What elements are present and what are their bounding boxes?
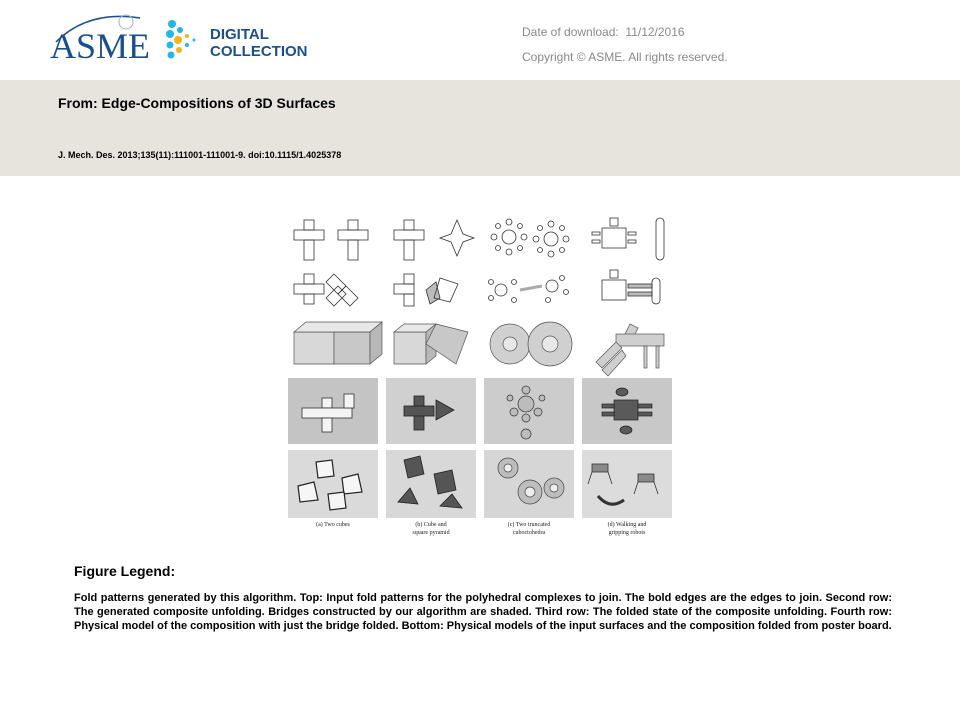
photo-final-b [386,450,476,518]
fold-pattern-cube-b [394,220,424,260]
figure-legend-title: Figure Legend: [74,563,176,579]
copyright-text: Copyright © ASME. All rights reserved. [522,50,728,64]
composite-unfolding-a [294,274,358,306]
download-meta [522,20,728,70]
download-date-label: Date of download: [522,25,619,39]
row-composite-unfolding [294,270,660,306]
figure-image [286,212,676,544]
figure-captions [316,521,646,536]
source-title: From: Edge-Compositions of 3D Surfaces [58,95,336,111]
fold-pattern-robot-d [592,218,664,260]
caption-c-line2: cuboctohedra [512,530,546,536]
caption-d: (d) Walking and [607,522,647,528]
download-date-line [522,20,728,45]
folded-state-d [596,324,664,376]
logo-line1-text: DIGITAL [210,26,269,43]
folded-state-c [490,322,572,366]
caption-c: (c) Two truncated [507,522,551,528]
logo-brand-text: ASME [50,26,151,66]
folded-state-a [294,322,382,364]
caption-b: (b) Cube and [415,522,447,528]
caption-d-line2: gripping robots [608,530,646,536]
row-physical-bridge-models [288,378,672,444]
photo-final-d [582,450,672,518]
logo-dots-icon [166,20,196,59]
composite-unfolding-d [602,270,660,304]
fold-pattern-cube-a2 [338,220,368,260]
figure-legend-text: Fold patterns generated by this algorithm. Top: Input fold patterns for the polyhedral complexes to join. The bold edges are the edges to join. Second row: The generated composite unfolding. Bridges constructed by our algorithm are shaded. Third row: The folded state of the composite unfolding. Fourth row: Physical model of the composition with just the bridge folded. Bottom: Physical models of the input surfaces and the composition folded from poster board. [74,592,892,632]
row-input-fold-patterns [294,218,664,260]
logo-line2-text: COLLECTION [210,43,308,60]
caption-a: (a) Two cubes [316,522,350,528]
fold-pattern-pyramid-b [440,220,474,256]
asme-digital-collection-logo[interactable] [48,8,338,70]
row-folded-state [294,322,664,376]
composite-unfolding-c [489,276,569,303]
fold-pattern-cuboctahedron-c1 [491,219,527,255]
caption-b-line2: square pyramid [412,530,450,536]
folded-state-b [394,324,468,364]
fold-pattern-cuboctahedron-c2 [533,221,569,257]
download-date-value: 11/12/2016 [625,25,685,39]
fold-pattern-cube-a1 [294,220,324,260]
citation: J. Mech. Des. 2013;135(11):111001-111001-9. doi:10.1115/1.4025378 [58,150,342,160]
row-final-models [288,450,672,518]
composite-unfolding-b [394,274,458,306]
